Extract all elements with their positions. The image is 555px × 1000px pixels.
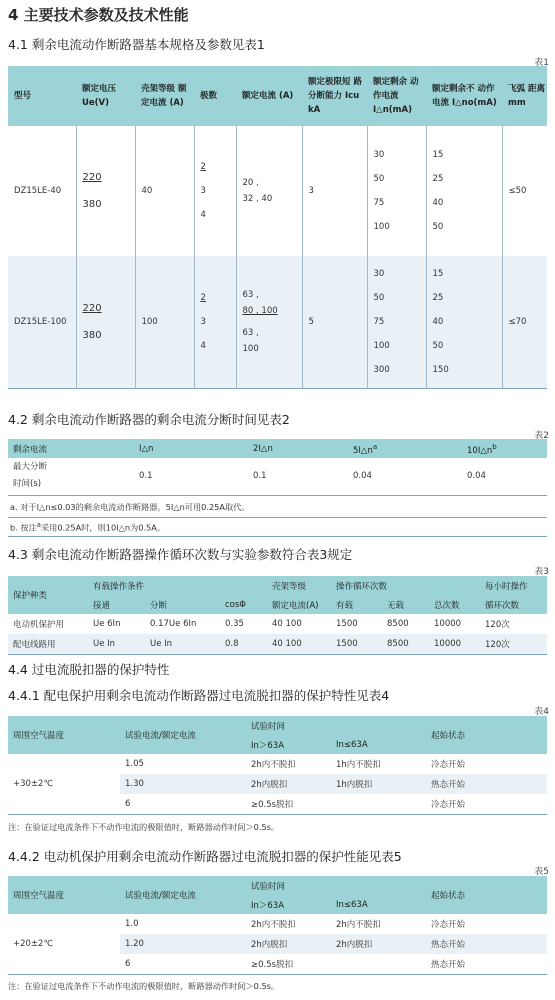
t1-voltage-2: 380	[82, 329, 102, 341]
table-5	[8, 876, 547, 975]
t5-header-time: 试验时间	[251, 881, 286, 892]
t5-state: 热态开始	[431, 940, 466, 950]
t3-header-perhour-1: 每小时操作	[485, 581, 528, 592]
table-row	[8, 634, 547, 654]
t1-header-model: 型号	[14, 91, 32, 101]
t4-ratio: 1.30	[125, 779, 144, 789]
t2-value: 0.1	[139, 471, 153, 482]
section-4-4-2-title: 4.4.2 电动机保护用剩余电流动作断路器过电流脱扣器的保护性能见表5	[8, 849, 402, 864]
t1-frame: 40	[135, 126, 194, 256]
t2-note-a: a. 对于I△n≤0.03的剩余电流动作断路器，5I△n可用0.25A取代。	[10, 502, 250, 512]
table-row	[8, 256, 547, 388]
table-row	[8, 614, 547, 634]
t1-current-4: 100	[242, 343, 259, 354]
t3-with: 1500	[336, 619, 358, 629]
t1-pole-1: 2	[200, 162, 206, 172]
t3-header-breaking: 分断	[150, 600, 168, 611]
t1-header-voltage: 额定电压 Ue(V)	[82, 84, 117, 108]
t4-gt: 2h内脱扣	[251, 780, 288, 790]
t1-pole-3: 4	[200, 210, 206, 220]
t1-dn: 50	[373, 292, 385, 303]
t4-header-state: 起始状态	[431, 731, 466, 741]
t4-header-gt63: In＞63A	[251, 740, 285, 751]
table-5-number: 表5	[534, 867, 549, 877]
section-4-4-1-title: 4.4.1 配电保护用剩余电流动作断路器过电流脱扣器的保护特性见表4	[8, 688, 390, 703]
t2-header-5: $5I\triangle n^a$	[353, 441, 378, 456]
t5-temp: +20±2℃	[8, 914, 120, 974]
t4-temp: +30±2℃	[8, 754, 120, 814]
t1-current-3: 63 ,	[242, 327, 259, 338]
t1-icu: 3	[302, 126, 367, 256]
t3-without: 8500	[387, 619, 409, 629]
t3-without: 8500	[387, 638, 409, 649]
t1-pole-2: 3	[200, 316, 206, 327]
t5-state: 冷态开始	[431, 920, 466, 930]
t1-dno: 15	[432, 150, 444, 160]
t1-dn: 75	[373, 316, 385, 327]
table-row	[8, 914, 547, 934]
t5-note: 注：在验证过电流条件下不动作电流的极限值时，断路器动作时间＞0.5s。	[8, 981, 280, 991]
t1-dn: 100	[373, 222, 390, 232]
t3-frame: 40 100	[272, 619, 302, 629]
t5-header-state: 起始状态	[431, 891, 466, 901]
t3-total: 10000	[434, 619, 462, 629]
t3-header-total: 总次数	[434, 600, 460, 611]
t1-dno: 15	[432, 268, 444, 279]
table-row	[8, 754, 547, 774]
t4-le: 1h内不脱扣	[336, 760, 381, 770]
table-1-number: 表1	[534, 58, 549, 68]
t1-voltage-2: 380	[82, 199, 102, 210]
t1-pole-2: 3	[200, 186, 206, 196]
t1-dn: 30	[373, 268, 385, 279]
t1-model: DZ15LE-40	[14, 186, 62, 196]
t3-header-perhour-2: 循环次数	[485, 600, 520, 611]
table-row	[8, 126, 547, 256]
t4-state: 热态开始	[431, 780, 466, 790]
t1-dno: 50	[432, 340, 444, 351]
table-3-number: 表3	[534, 567, 549, 577]
table-2	[8, 439, 547, 496]
t2-value: 0.04	[353, 471, 372, 482]
t5-le: 2h内脱扣	[336, 940, 373, 950]
t5-header-temp: 周围空气温度	[13, 891, 65, 901]
t5-header-le63: In≤63A	[336, 899, 368, 910]
table-2-number: 表2	[534, 431, 549, 441]
t1-dn: 30	[373, 150, 385, 160]
t3-header-cos: cosΦ	[225, 599, 246, 610]
t1-dn: 100	[373, 340, 390, 351]
t5-state: 热态开始	[431, 959, 466, 970]
t3-header-with: 有载	[336, 600, 354, 611]
t3-header-cycles: 操作循环次数	[336, 581, 388, 592]
t3-kind: 电动机保护用	[13, 620, 65, 630]
section-4-3-title: 4.3 剩余电流动作断路器操作循环次数与实验参数符合表3规定	[8, 547, 353, 562]
t5-gt: ≥0.5s脱扣	[251, 959, 294, 970]
table-3	[8, 576, 547, 655]
t4-header-time: 试验时间	[251, 721, 286, 732]
t4-state: 冷态开始	[431, 799, 466, 810]
t3-header-connect: 接通	[93, 600, 111, 611]
t3-with: 1500	[336, 638, 358, 649]
table-row	[8, 458, 547, 495]
t5-header-ratio: 试验电流/额定电流	[125, 891, 196, 901]
t4-gt: 2h内不脱扣	[251, 760, 296, 770]
t4-header-le63: In≤63A	[336, 739, 368, 750]
t5-header-gt63: In＞63A	[251, 900, 285, 911]
t3-total: 10000	[434, 638, 462, 649]
t4-le: 1h内脱扣	[336, 780, 373, 790]
t2-header-1: I△n	[139, 443, 154, 454]
t1-dno: 150	[432, 364, 449, 375]
t3-cos: 0.8	[225, 638, 239, 649]
t4-gt: ≥0.5s脱扣	[251, 799, 294, 810]
t4-ratio: 1.05	[125, 759, 144, 769]
t3-header-load: 有载操作条件	[93, 581, 145, 592]
t2-value: 0.1	[253, 471, 267, 482]
t1-icu: 5	[302, 256, 367, 388]
t1-frame: 100	[135, 256, 194, 388]
t3-kind: 配电线路用	[13, 639, 56, 650]
t2-row-label-1: 最大分断	[13, 462, 48, 473]
t3-header-frame-1: 壳架等级	[272, 581, 307, 592]
t1-header-arc: 飞弧 距离 mm	[508, 84, 545, 108]
t1-dno: 40	[432, 316, 444, 327]
t1-current-1: 20 ,	[242, 178, 259, 188]
t4-state: 冷态开始	[431, 760, 466, 770]
table-1	[8, 66, 547, 389]
t1-header-residual: 额定剩余 动作电流 I△n(mA)	[373, 77, 419, 115]
t1-pole-3: 4	[200, 340, 206, 351]
t1-current-2: 32 , 40	[242, 194, 273, 204]
t3-connect: Ue 6In	[93, 619, 121, 629]
t3-perhour: 120次	[485, 620, 510, 630]
table-4	[8, 716, 547, 815]
t3-frame: 40 100	[272, 638, 302, 649]
t3-cos: 0.35	[225, 619, 244, 629]
t4-note: 注：在验证过电流条件下不动作电流的极限值时，断路器动作时间＞0.5s。	[8, 822, 280, 832]
t1-arc: ≤70	[502, 256, 547, 388]
t2-header-10: $10I\triangle n^b$	[467, 441, 497, 456]
t5-ratio: 1.20	[125, 939, 144, 949]
section-4-4-title: 4.4 过电流脱扣器的保护特性	[8, 662, 170, 677]
t1-current-1: 63 ,	[242, 289, 259, 300]
t2-note-b: b. 按注$^a$采用0.25A时，则10I△n为0.5A。	[10, 521, 166, 533]
t1-pole-1: 2	[200, 292, 206, 303]
t1-header-nonresidual: 额定剩余不 动作电流 I△no(mA)	[432, 84, 497, 108]
t1-dno: 25	[432, 174, 444, 184]
section-heading: 4 主要技术参数及技术性能	[8, 6, 189, 24]
section-4-1-title: 4.1 剩余电流动作断路器基本规格及参数见表1	[8, 37, 265, 52]
t4-header-ratio: 试验电流/额定电流	[125, 731, 196, 741]
t2-row-label-2: 时间(s)	[13, 479, 42, 490]
t5-ratio: 6	[125, 958, 131, 969]
t1-voltage-1: 220	[82, 302, 102, 314]
t1-dno: 40	[432, 198, 444, 208]
t1-header-poles: 极数	[200, 91, 218, 101]
t1-dno: 25	[432, 292, 444, 303]
t3-perhour: 120次	[485, 639, 510, 650]
t5-le: 2h内不脱扣	[336, 920, 381, 930]
t1-dn: 300	[373, 364, 390, 375]
t1-current-2: 80 , 100	[242, 305, 278, 316]
t1-dn: 50	[373, 174, 385, 184]
t5-ratio: 1.0	[125, 919, 139, 929]
t3-breaking: Ue In	[150, 638, 173, 649]
t2-header-residual: 剩余电流	[13, 444, 48, 455]
t3-header-without: 无载	[387, 600, 405, 611]
t1-dn: 75	[373, 198, 385, 208]
t3-header-kind: 保护种类	[13, 591, 48, 601]
t1-header-icu: 额定极限短 路分断能力 Icu kA	[308, 77, 362, 115]
t3-header-frame-2: 额定电流(A)	[272, 600, 319, 611]
t1-header-current: 额定电流 (A)	[242, 91, 294, 101]
t1-dno: 50	[432, 222, 444, 232]
t4-header-temp: 周围空气温度	[13, 731, 65, 741]
t3-connect: Ue In	[93, 638, 116, 649]
t5-gt: 2h内脱扣	[251, 940, 288, 950]
t4-ratio: 6	[125, 798, 131, 809]
t3-breaking: 0.17Ue 6In	[150, 619, 197, 629]
t1-header-frame: 壳架等级 额定电流 (A)	[141, 84, 187, 108]
t2-value: 0.04	[467, 471, 486, 482]
t2-header-2: 2I△n	[253, 443, 273, 454]
section-4-2-title: 4.2 剩余电流动作断路器的剩余电流分断时间见表2	[8, 412, 290, 427]
t1-voltage-1: 220	[82, 172, 102, 183]
t1-arc: ≤50	[502, 126, 547, 256]
t5-gt: 2h内不脱扣	[251, 920, 296, 930]
table-4-number: 表4	[534, 707, 549, 717]
t1-model: DZ15LE-100	[14, 316, 67, 327]
